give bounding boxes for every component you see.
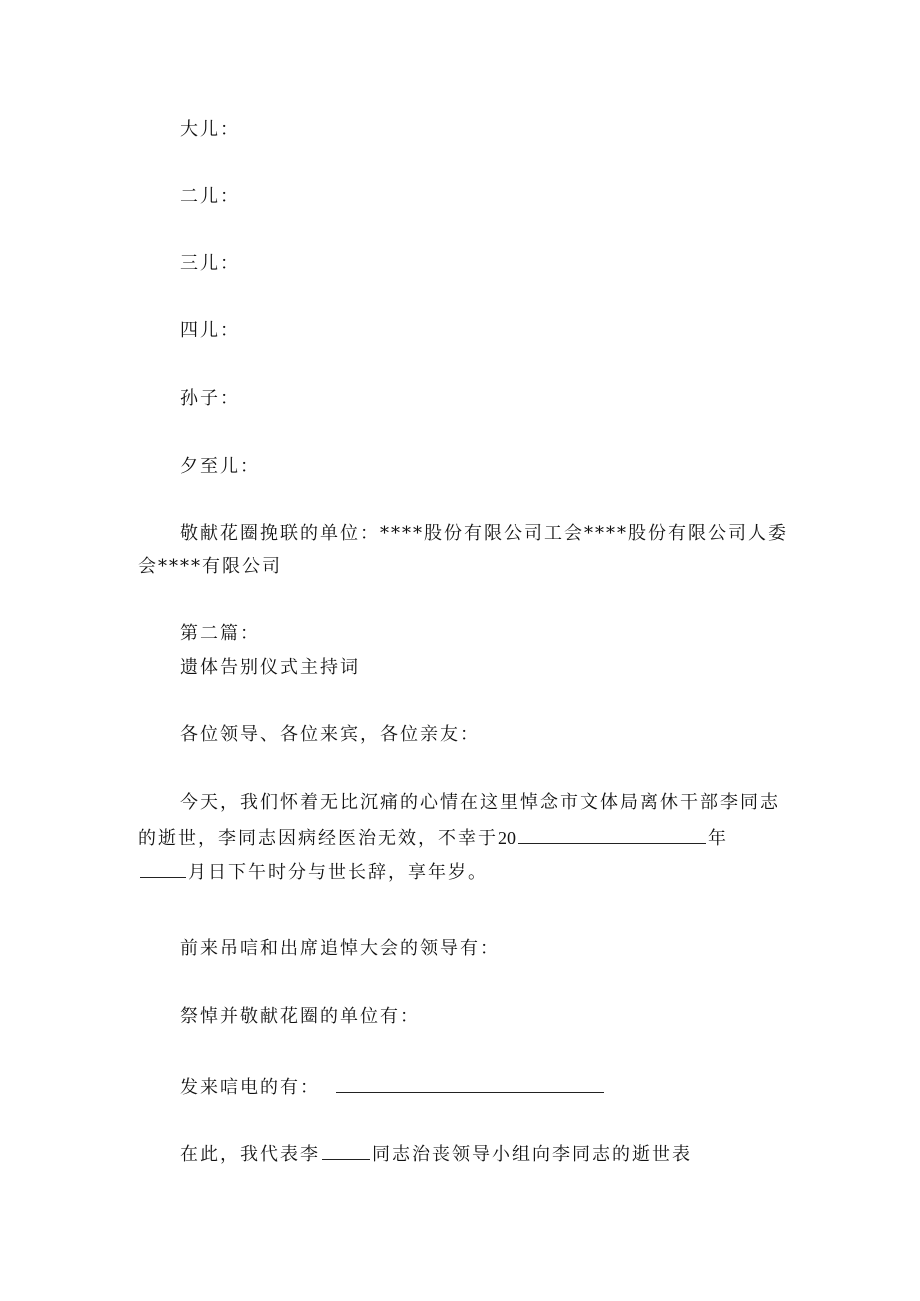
paragraph-1-line-1: 今天，我们怀着无比沉痛的心情在这里悼念市文体局离休干部李同志 <box>180 792 780 813</box>
ceremony-title: 遗体告别仪式主持词 <box>180 657 360 678</box>
son2-line: 二儿： <box>180 186 240 207</box>
year-label: 年 <box>708 828 728 849</box>
name-blank <box>322 1141 370 1160</box>
telegram-label: 发来唁电的有： <box>180 1077 320 1098</box>
month-blank <box>140 859 186 878</box>
telegram-line <box>180 1074 606 1100</box>
paragraph-1-line-3-text: 月日下午时分与世长辞，享年岁。 <box>188 862 488 883</box>
nephew-line: 夕至儿： <box>180 456 260 477</box>
closing-line <box>180 1141 692 1167</box>
son1-line: 大儿： <box>180 119 240 140</box>
wreath-units-line-2: 会****有限公司 <box>138 556 282 577</box>
grandson-line: 孙子： <box>180 388 240 409</box>
wreath-units-line-1: 敬献花圈挽联的单位：****股份有限公司工会****股份有限公司人委 <box>180 523 788 544</box>
son4-line: 四儿： <box>180 320 240 341</box>
greeting-line: 各位领导、各位来宾，各位亲友： <box>180 724 480 745</box>
paragraph-1-line-3 <box>138 859 488 885</box>
paragraph-1-line-2-text: 的逝世，李同志因病经医治无效，不幸于 <box>138 828 498 849</box>
wreath-units-heading: 祭悼并敬献花圈的单位有： <box>180 1006 420 1027</box>
part-two-heading: 第二篇： <box>180 623 260 644</box>
son3-line: 三儿： <box>180 253 240 274</box>
telegram-blank <box>336 1074 604 1093</box>
closing-text-end: 同志治丧领导小组向李同志的逝世表 <box>372 1144 692 1165</box>
year-prefix: 20 <box>498 828 516 848</box>
paragraph-1-line-2 <box>138 825 728 851</box>
leaders-line: 前来吊唁和出席追悼大会的领导有： <box>180 938 500 959</box>
closing-text-start: 在此，我代表李 <box>180 1144 320 1165</box>
year-blank <box>518 825 706 844</box>
